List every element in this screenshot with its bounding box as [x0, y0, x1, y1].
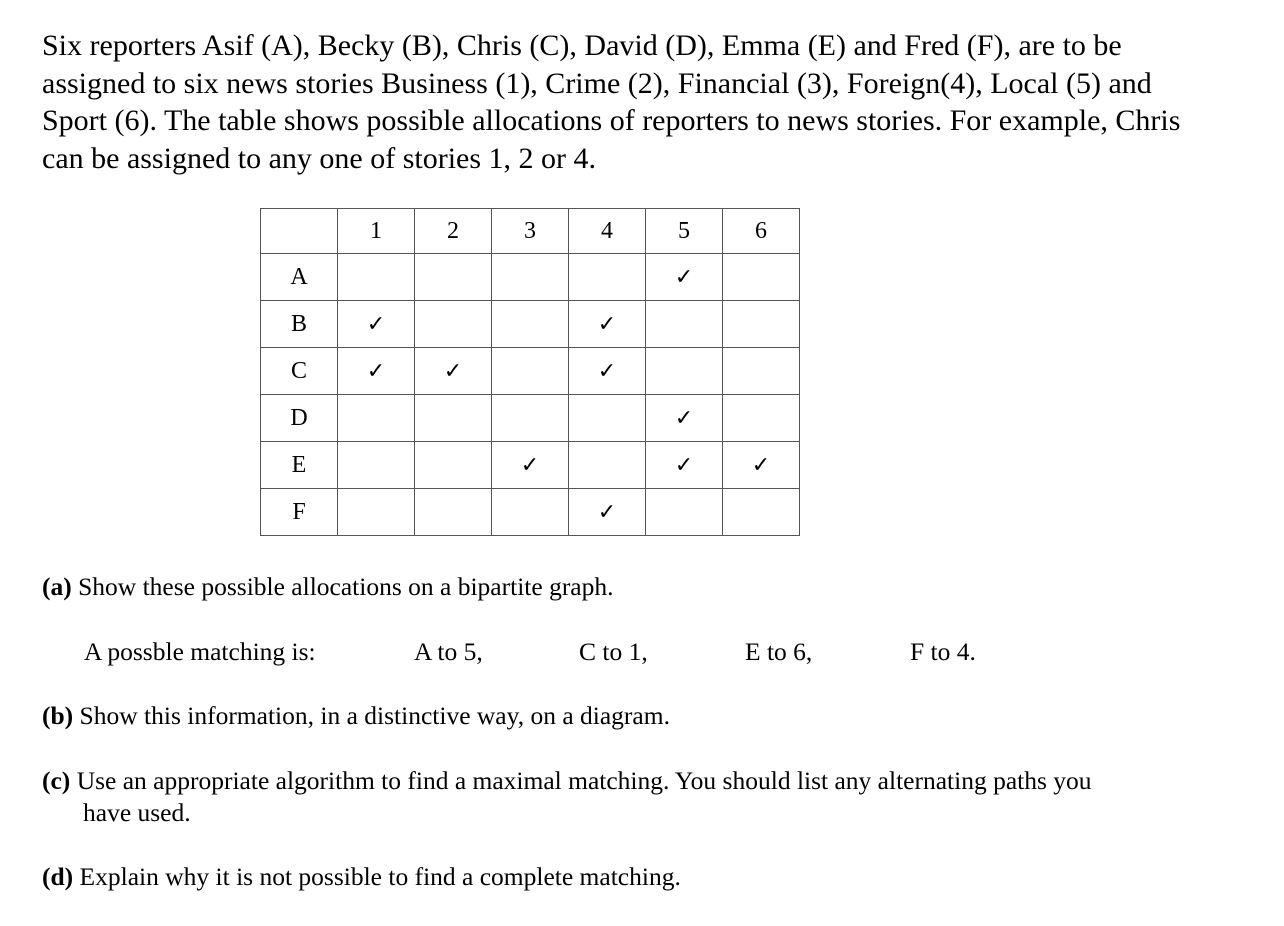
table-cell: ✓: [646, 395, 723, 442]
row-label: C: [261, 348, 338, 395]
question-label: (b): [42, 701, 74, 730]
question-text: Explain why it is not possible to find a complete matching.: [79, 862, 681, 891]
table-row: [261, 301, 800, 348]
matching-pair: A to 5,: [414, 637, 483, 666]
table-cell: [415, 489, 492, 536]
row-label: F: [261, 489, 338, 536]
table-cell: [492, 301, 569, 348]
table-row: [261, 442, 800, 489]
table-cell: [723, 489, 800, 536]
column-header: 5: [646, 209, 723, 254]
table-cell: [338, 442, 415, 489]
table-cell: [646, 301, 723, 348]
column-header: 2: [415, 209, 492, 254]
allocation-table: [260, 208, 800, 536]
row-label: B: [261, 301, 338, 348]
table-row: [261, 348, 800, 395]
question-label: (d): [42, 862, 74, 891]
table-cell: [492, 254, 569, 301]
table-cell: [492, 348, 569, 395]
matching-pair: F to 4.: [910, 637, 976, 666]
question-d: [42, 861, 1222, 893]
table-cell: ✓: [646, 254, 723, 301]
table-cell: [415, 442, 492, 489]
table-cell: ✓: [492, 442, 569, 489]
question-text-continuation: have used.: [83, 798, 191, 827]
matching-intro: A possble matching is:: [84, 637, 316, 666]
question-text: Show this information, in a distinctive way, on a diagram.: [79, 701, 670, 730]
question-label: (c): [42, 766, 71, 795]
table-row: [261, 395, 800, 442]
table-row: [261, 254, 800, 301]
table-cell: [723, 395, 800, 442]
row-label: D: [261, 395, 338, 442]
question-text: Use an appropriate algorithm to find a maximal matching. You should list any alternating paths you: [76, 766, 1092, 795]
table-cell: [646, 489, 723, 536]
table-cell: [338, 254, 415, 301]
table-cell: [415, 301, 492, 348]
question-text: Show these possible allocations on a bipartite graph.: [78, 572, 614, 601]
table-header-row: [261, 209, 800, 254]
table-cell: ✓: [723, 442, 800, 489]
table-cell: ✓: [338, 348, 415, 395]
table-row: [261, 489, 800, 536]
column-header: 6: [723, 209, 800, 254]
table-cell: [415, 254, 492, 301]
table-cell: [723, 254, 800, 301]
table-cell: ✓: [415, 348, 492, 395]
table-cell: ✓: [569, 348, 646, 395]
table-cell: [492, 395, 569, 442]
question-c: [42, 765, 1222, 829]
table-cell: [415, 395, 492, 442]
column-header: 1: [338, 209, 415, 254]
table-cell: ✓: [569, 489, 646, 536]
table-cell: [569, 254, 646, 301]
column-header: 3: [492, 209, 569, 254]
table-cell: ✓: [646, 442, 723, 489]
table-cell: [723, 348, 800, 395]
row-label: A: [261, 254, 338, 301]
question-label: (a): [42, 572, 72, 601]
problem-intro: Six reporters Asif (A), Becky (B), Chris (C), David (D), Emma (E) and Fred (F), are to be assigned to six news stories Business (1), Crime (2), Financial (3), Foreign(4), Local (5) and Sport (6). The table shows possible allocations of reporters to news stories. For example, Chris can be assigned to any one of stories 1, 2 or 4.: [42, 29, 1181, 175]
question-b: [42, 700, 1222, 732]
table-cell: ✓: [569, 301, 646, 348]
row-label: E: [261, 442, 338, 489]
table-cell: [569, 395, 646, 442]
column-header: 4: [569, 209, 646, 254]
matching-pair: C to 1,: [579, 637, 648, 666]
matching-pair: E to 6,: [745, 637, 813, 666]
table-cell: [646, 348, 723, 395]
table-cell: [723, 301, 800, 348]
table-cell: [569, 442, 646, 489]
table-corner-cell: [261, 209, 338, 254]
table-cell: [492, 489, 569, 536]
table-cell: [338, 395, 415, 442]
table-cell: [338, 489, 415, 536]
question-a: [42, 571, 1222, 603]
table-cell: ✓: [338, 301, 415, 348]
